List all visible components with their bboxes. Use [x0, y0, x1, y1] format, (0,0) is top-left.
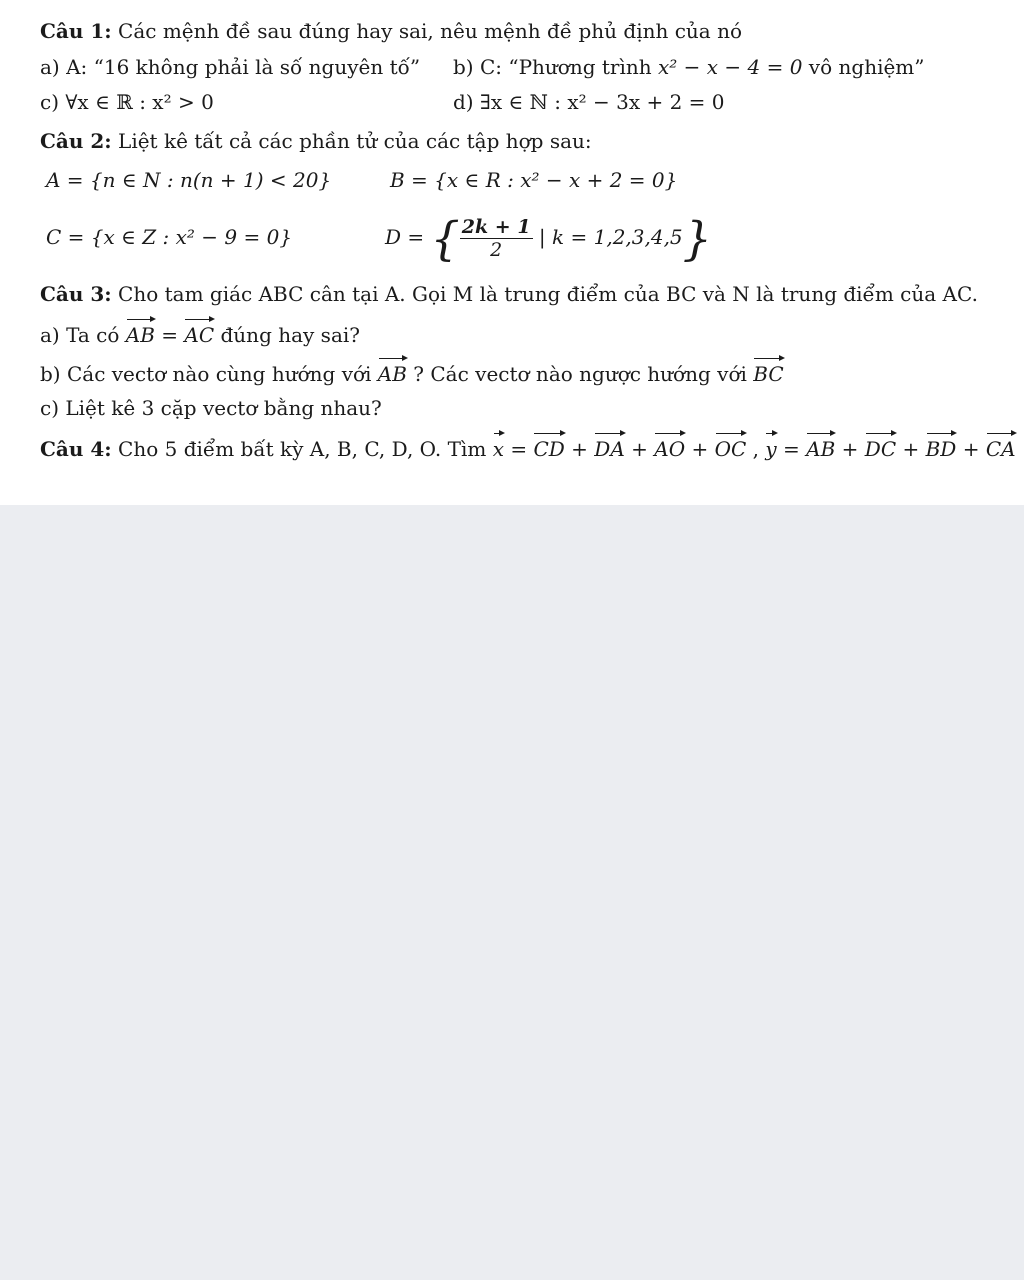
question-1-item-c: c) ∀x ∈ ℝ : x² > 0	[40, 90, 214, 114]
vector-CA: CA	[986, 432, 1016, 462]
equals-sign: =	[154, 323, 185, 347]
vector-OC: OC	[715, 432, 747, 462]
question-3-item-c: c) Liệt kê 3 cặp vectơ bằng nhau?	[40, 396, 382, 420]
question-3-item-a	[40, 318, 1004, 348]
set-D-suffix: | k = 1,2,3,4,5	[532, 225, 683, 249]
plus-sign: +	[564, 437, 595, 461]
plus-sign: +	[896, 437, 926, 461]
set-D-prefix: D =	[385, 225, 431, 249]
question-1-row-1	[40, 54, 1004, 80]
question-1-title: Câu 1:	[40, 19, 112, 43]
question-1-row-2	[40, 89, 1004, 115]
plus-sign: +	[685, 437, 715, 461]
question-1-heading	[40, 18, 1004, 44]
vector-CD: CD	[533, 432, 564, 462]
fraction-denominator: 2	[490, 239, 503, 261]
vector-DC: DC	[865, 432, 896, 462]
set-D	[385, 208, 712, 266]
fraction-numerator: 2k + 1	[461, 216, 531, 238]
vector-AO: AO	[654, 432, 685, 462]
question-3-item-a-suffix: đúng hay sai?	[214, 323, 360, 347]
vector-DA: DA	[594, 432, 624, 462]
empty-background-area	[0, 505, 1024, 1280]
question-1-item-d: d) ∃x ∈ ℕ : x² − 3x + 2 = 0	[453, 90, 725, 114]
question-3-heading	[40, 281, 1004, 307]
question-1-item-a: a) A: “16 không phải là số nguyên tố”	[40, 55, 421, 79]
vector-y: y	[765, 432, 776, 462]
comma-separator: ,	[746, 437, 766, 461]
equals-sign: =	[503, 437, 534, 461]
vector-AB: AB	[806, 432, 835, 462]
vector-x: x	[493, 432, 504, 462]
question-2-text: Liệt kê tất cả các phần tử của các tập hợp sau:	[111, 129, 592, 153]
question-3-title: Câu 3:	[40, 282, 112, 306]
vector-BD: BD	[926, 432, 957, 462]
plus-sign: +	[835, 437, 865, 461]
question-3-item-b-prefix: b) Các vectơ nào cùng hướng với	[40, 362, 378, 386]
question-1-text: Các mệnh đề sau đúng hay sai, nêu mệnh đề phủ định của nó	[111, 19, 742, 43]
set-D-fraction	[460, 216, 533, 261]
right-brace: }	[682, 211, 712, 266]
vector-AB: AB	[378, 357, 407, 387]
question-4-text: Cho 5 điểm bất kỳ A, B, C, D, O. Tìm	[111, 437, 493, 461]
question-4-title: Câu 4:	[40, 437, 112, 461]
question-4	[40, 432, 1016, 462]
question-2-heading	[40, 128, 1004, 154]
vector-AB: AB	[126, 318, 155, 348]
question-3-item-b	[40, 357, 1004, 387]
vector-AC: AC	[184, 318, 214, 348]
set-C: C = {x ∈ Z : x² − 9 = 0}	[46, 225, 293, 249]
document-page	[0, 0, 1024, 505]
left-brace: {	[430, 211, 460, 266]
set-A: A = {n ∈ N : n(n + 1) < 20}	[46, 168, 332, 192]
set-B: B = {x ∈ R : x² − x + 2 = 0}	[390, 168, 678, 192]
question-1-item-b-equation: x² − x − 4 = 0	[658, 55, 803, 79]
plus-sign: +	[956, 437, 986, 461]
question-1-item-b	[453, 54, 925, 80]
question-3-text: Cho tam giác ABC cân tại A. Gọi M là trung điểm của BC và N là trung điểm của AC.	[111, 282, 978, 306]
question-2-title: Câu 2:	[40, 129, 112, 153]
question-1-item-b-prefix: b) C: “Phương trình	[453, 55, 658, 79]
plus-sign: +	[624, 437, 655, 461]
question-1-item-b-suffix: vô nghiệm”	[802, 55, 925, 79]
question-2-row-1	[40, 167, 1004, 193]
question-3-item-a-prefix: a) Ta có	[40, 323, 126, 347]
equals-sign: =	[776, 437, 807, 461]
question-3-item-b-middle: ? Các vectơ nào ngược hướng với	[406, 362, 754, 386]
vector-BC: BC	[753, 357, 783, 387]
